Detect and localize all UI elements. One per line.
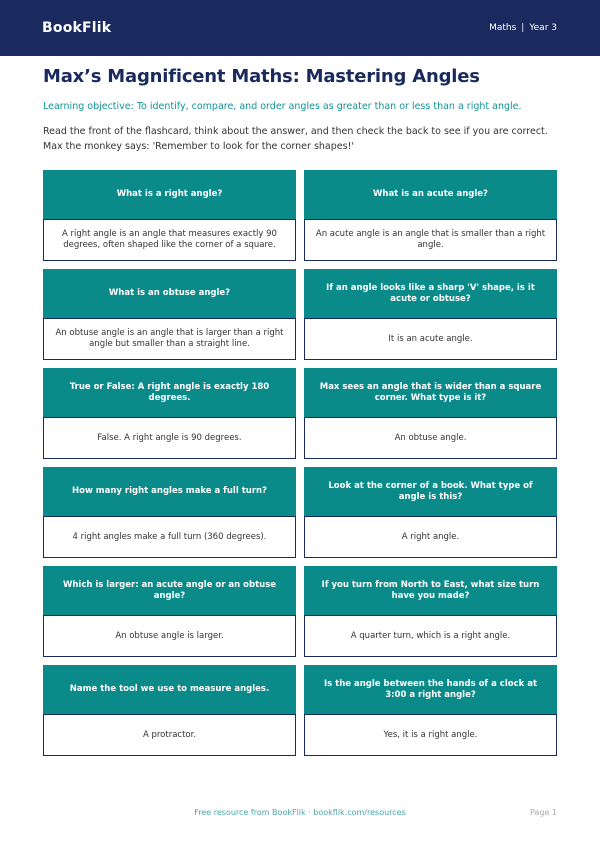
flashcard-back: An acute angle is an angle that is smaller than a right angle. bbox=[304, 219, 557, 261]
flashcard-back: A quarter turn, which is a right angle. bbox=[304, 615, 557, 657]
flashcard[interactable] bbox=[43, 467, 296, 558]
top-bar bbox=[0, 0, 600, 56]
flashcard[interactable] bbox=[43, 368, 296, 459]
flashcard-back: Yes, it is a right angle. bbox=[304, 714, 557, 756]
flashcard-front: How many right angles make a full turn? bbox=[43, 467, 296, 516]
flashcard-grid bbox=[43, 170, 557, 756]
flashcard-front: If you turn from North to East, what size turn have you made? bbox=[304, 566, 557, 615]
flashcard-front: Max sees an angle that is wider than a square corner. What type is it? bbox=[304, 368, 557, 417]
instructions: Read the front of the flashcard, think about the answer, and then check the back to see if you are correct. Max the monkey says: 'Remember to look for the corner shapes!' bbox=[43, 126, 548, 152]
flashcard[interactable] bbox=[304, 368, 557, 459]
learning-objective: Learning objective: To identify, compare, and order angles as greater than or less than a right angle. bbox=[43, 101, 522, 112]
flashcard-back: An obtuse angle is larger. bbox=[43, 615, 296, 657]
brand-logo[interactable]: BookFlik bbox=[42, 20, 112, 36]
flashcard-back: A right angle. bbox=[304, 516, 557, 558]
flashcard[interactable] bbox=[304, 170, 557, 261]
flashcard[interactable] bbox=[43, 170, 296, 261]
flashcard-back: False. A right angle is 90 degrees. bbox=[43, 417, 296, 459]
breadcrumb bbox=[489, 23, 557, 33]
flashcard[interactable] bbox=[43, 665, 296, 756]
flashcard-back: A right angle is an angle that measures exactly 90 degrees, often shaped like the corner of a square. bbox=[43, 219, 296, 261]
flashcard-front: What is an obtuse angle? bbox=[43, 269, 296, 318]
flashcard[interactable] bbox=[43, 269, 296, 360]
flashcard-front: True or False: A right angle is exactly 180 degrees. bbox=[43, 368, 296, 417]
flashcard-back: It is an acute angle. bbox=[304, 318, 557, 360]
flashcard[interactable] bbox=[304, 566, 557, 657]
flashcard-front: Which is larger: an acute angle or an obtuse angle? bbox=[43, 566, 296, 615]
flashcard[interactable] bbox=[304, 467, 557, 558]
flashcard[interactable] bbox=[43, 566, 296, 657]
flashcard[interactable] bbox=[304, 269, 557, 360]
page-title: Max’s Magnificent Maths: Mastering Angles bbox=[43, 66, 480, 87]
page-footer bbox=[0, 808, 600, 820]
breadcrumb-subject[interactable]: Maths bbox=[489, 23, 517, 33]
flashcard-back: An obtuse angle. bbox=[304, 417, 557, 459]
flashcard-back: 4 right angles make a full turn (360 degrees). bbox=[43, 516, 296, 558]
flashcard-front: Name the tool we use to measure angles. bbox=[43, 665, 296, 714]
flashcard-front: What is an acute angle? bbox=[304, 170, 557, 219]
breadcrumb-year[interactable]: Year 3 bbox=[529, 23, 557, 33]
flashcard-back: An obtuse angle is an angle that is larger than a right angle but smaller than a straight line. bbox=[43, 318, 296, 360]
flashcard-back: A protractor. bbox=[43, 714, 296, 756]
flashcard-front: Look at the corner of a book. What type of angle is this? bbox=[304, 467, 557, 516]
flashcard[interactable] bbox=[304, 665, 557, 756]
flashcard-front: If an angle looks like a sharp 'V' shape, is it acute or obtuse? bbox=[304, 269, 557, 318]
page-number: Page 1 bbox=[530, 808, 557, 817]
breadcrumb-separator: | bbox=[521, 23, 525, 33]
flashcard-front: What is a right angle? bbox=[43, 170, 296, 219]
footer-link[interactable]: Free resource from BookFlik · bookflik.com/resources bbox=[194, 808, 406, 817]
flashcard-front: Is the angle between the hands of a clock at 3:00 a right angle? bbox=[304, 665, 557, 714]
